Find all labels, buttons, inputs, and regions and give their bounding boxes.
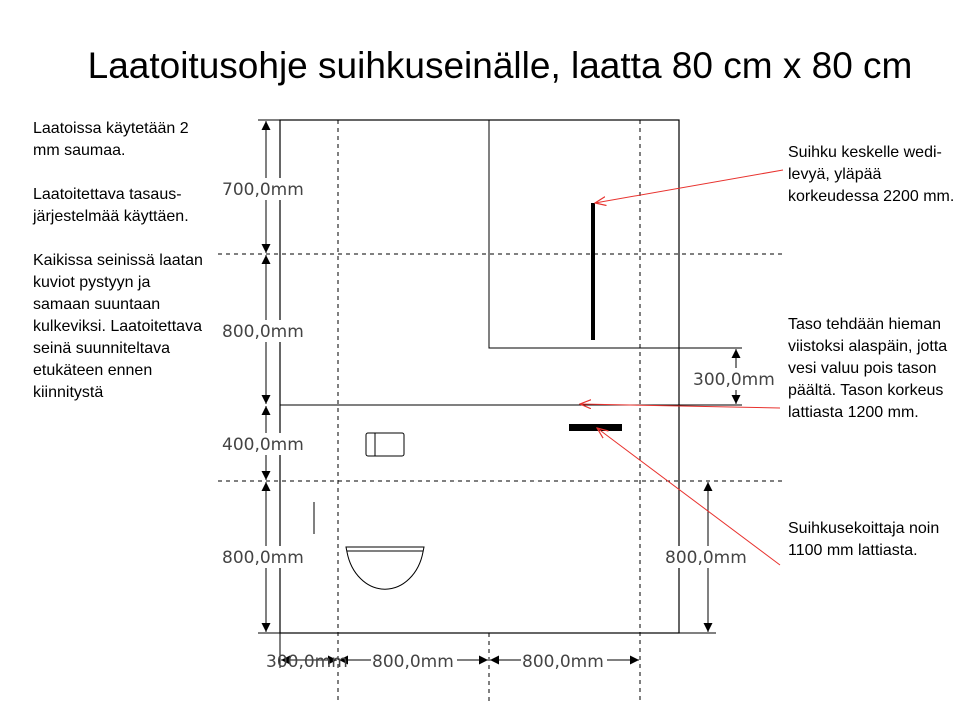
wall-outline <box>280 120 679 633</box>
callout-arrow-shower <box>595 170 783 203</box>
mixer-symbol <box>366 433 404 456</box>
callout-mixer-text: Suihkusekoittaja noin 1100 mm lattiasta. <box>788 520 940 559</box>
dim-label-left-800-upper: 800,0mm <box>222 322 304 342</box>
note-grout: Laatoissa käytetään 2 mm saumaa. <box>33 120 189 159</box>
shelf <box>569 424 622 431</box>
toilet-symbol <box>346 547 424 589</box>
callout-shelf-text: Taso tehdään hieman viistoksi alaspäin, jotta vesi valuu pois tason päältä. Tason korkeus lattiasta 1200 mm. <box>788 316 948 421</box>
note-leveling: Laatoitettava tasaus-järjestelmää käyttäen. <box>33 186 189 225</box>
wedi-board-outline <box>489 120 679 348</box>
callout-arrow-mixer <box>597 428 780 565</box>
note-pattern: Kaikissa seinissä laatan kuviot pystyyn ja samaan suuntaan kulkeviksi. Laatoitettava seinä suunniteltava etukäteen ennen kiinnitystä <box>33 252 203 401</box>
dim-label-bottom-800-a: 800,0mm <box>372 652 454 672</box>
dim-label-bottom-800-b: 800,0mm <box>522 652 604 672</box>
dim-label-right-800: 800,0mm <box>665 548 747 568</box>
callout-shower-text: Suihku keskelle wedi-levyä, yläpää korkeudessa 2200 mm. <box>788 144 955 205</box>
dim-label-bottom-300: 300,0mm <box>266 652 348 672</box>
dim-label-left-700: 700,0mm <box>222 180 304 200</box>
page-title: Laatoitusohje suihkuseinälle, laatta 80 cm x 80 cm <box>87 45 913 86</box>
dim-label-left-800-lower: 800,0mm <box>222 548 304 568</box>
dim-label-right-300: 300,0mm <box>693 370 775 390</box>
dim-label-left-400: 400,0mm <box>222 435 304 455</box>
